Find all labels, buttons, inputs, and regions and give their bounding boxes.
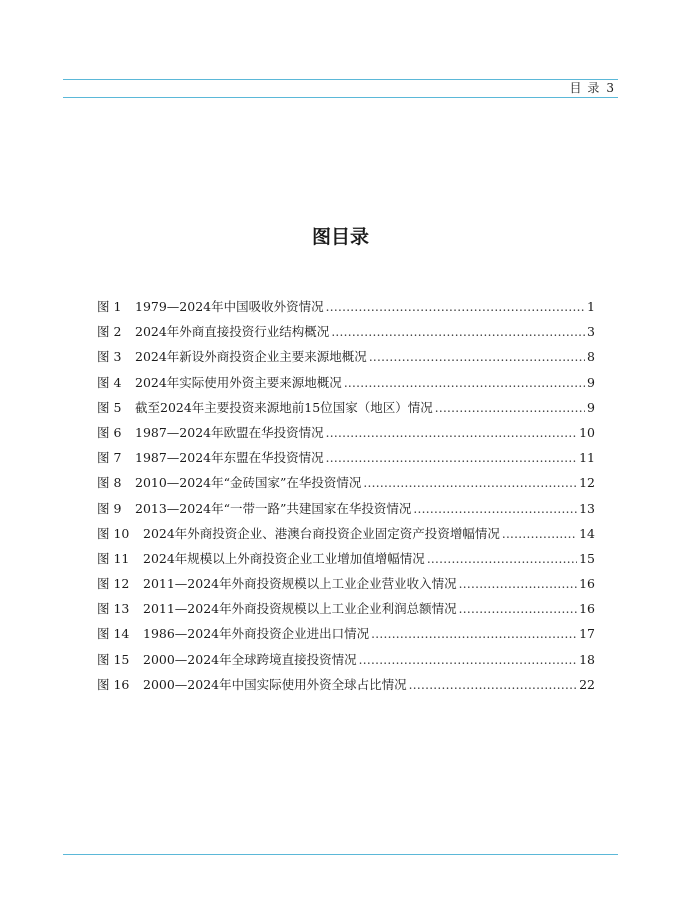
toc-dot-leader [459,597,577,622]
toc-entry-page: 18 [579,651,595,667]
toc-entry-page: 10 [579,424,595,440]
toc-dot-leader [413,497,577,522]
toc-entry[interactable] [97,521,595,546]
toc-entry-page: 9 [587,399,595,415]
figure-list [97,294,595,697]
running-head-section: 目 录 [569,81,601,95]
toc-entry-page: 12 [579,475,595,491]
toc-entry-label: 图 11 [97,550,130,566]
toc-entry-page: 8 [587,349,595,365]
toc-entry-title: 2024年外商投资企业、港澳台商投资企业固定资产投资增幅情况 [143,525,500,541]
toc-entry-title: 2024年外商直接投资行业结构概况 [135,324,330,340]
toc-entry-label: 图 8 [97,475,122,491]
toc-entry-title: 1987—2024年东盟在华投资情况 [135,450,324,466]
running-head-page-number: 3 [606,81,615,95]
toc-entry-label: 图 12 [97,576,130,592]
toc-entry-label: 图 6 [97,424,122,440]
toc-entry[interactable] [97,395,595,420]
toc-entry-page: 22 [579,676,595,692]
toc-entry-page: 16 [579,576,595,592]
toc-dot-leader [363,471,577,496]
toc-dot-leader [326,295,585,320]
toc-dot-leader [435,396,585,421]
toc-entry[interactable] [97,672,595,697]
toc-entry-label: 图 10 [97,525,130,541]
toc-entry[interactable] [97,621,595,646]
toc-dot-leader [344,371,585,396]
toc-entry-label: 图 9 [97,500,122,516]
toc-entry-title: 2024年新设外商投资企业主要来源地概况 [135,349,367,365]
toc-entry-label: 图 14 [97,626,130,642]
toc-dot-leader [409,673,577,698]
toc-dot-leader [371,622,577,647]
page-title: 图目录 [311,226,369,248]
running-head [570,80,615,96]
toc-entry-label: 图 3 [97,349,122,365]
toc-entry[interactable] [97,546,595,571]
toc-entry[interactable] [97,496,595,521]
toc-entry-page: 9 [587,374,595,390]
toc-entry-page: 14 [579,525,595,541]
toc-entry-page: 3 [587,324,595,340]
toc-entry-title: 2010—2024年“金砖国家”在华投资情况 [135,475,362,491]
toc-entry-page: 16 [579,601,595,617]
toc-dot-leader [326,446,577,471]
toc-entry-label: 图 5 [97,399,122,415]
toc-entry-page: 13 [579,500,595,516]
toc-entry-label: 图 1 [97,299,122,314]
toc-entry[interactable] [97,596,595,621]
toc-entry[interactable] [97,319,595,344]
toc-entry-title: 2011—2024年外商投资规模以上工业企业营业收入情况 [143,576,457,592]
toc-dot-leader [502,522,577,547]
toc-dot-leader [326,421,577,446]
toc-entry[interactable] [97,370,595,395]
toc-entry[interactable] [97,344,595,369]
toc-entry-title: 1979—2024年中国吸收外资情况 [135,299,324,314]
toc-entry[interactable] [97,294,595,319]
toc-dot-leader [459,572,577,597]
toc-dot-leader [369,345,585,370]
toc-dot-leader [359,648,577,673]
toc-dot-leader [427,547,577,572]
toc-entry-title: 1986—2024年外商投资企业进出口情况 [143,626,370,642]
footer-rule [63,854,618,855]
toc-entry-label: 图 13 [97,601,130,617]
toc-entry-title: 2000—2024年全球跨境直接投资情况 [143,651,357,667]
toc-entry-title: 2024年实际使用外资主要来源地概况 [135,374,342,390]
toc-entry-page: 1 [587,299,595,314]
header-rule-top [63,79,618,80]
toc-entry-title: 2000—2024年中国实际使用外资全球占比情况 [143,676,407,692]
toc-entry-label: 图 4 [97,374,122,390]
toc-entry-page: 17 [579,626,595,642]
toc-entry[interactable] [97,647,595,672]
toc-entry-label: 图 15 [97,651,130,667]
toc-dot-leader [331,320,585,345]
toc-entry-title: 1987—2024年欧盟在华投资情况 [135,424,324,440]
toc-entry[interactable] [97,571,595,596]
toc-entry-label: 图 16 [97,676,130,692]
toc-entry-page: 11 [579,450,595,466]
toc-entry-title: 2011—2024年外商投资规模以上工业企业利润总额情况 [143,601,457,617]
toc-entry[interactable] [97,420,595,445]
toc-entry[interactable] [97,445,595,470]
toc-entry-title: 截至2024年主要投资来源地前15位国家（地区）情况 [135,399,433,415]
header-rule-bottom [63,97,618,98]
toc-entry-label: 图 2 [97,324,122,340]
toc-entry-label: 图 7 [97,450,122,466]
toc-entry-page: 15 [579,550,595,566]
toc-entry[interactable] [97,470,595,495]
toc-entry-title: 2013—2024年“一带一路”共建国家在华投资情况 [135,500,412,516]
toc-entry-title: 2024年规模以上外商投资企业工业增加值增幅情况 [143,550,425,566]
